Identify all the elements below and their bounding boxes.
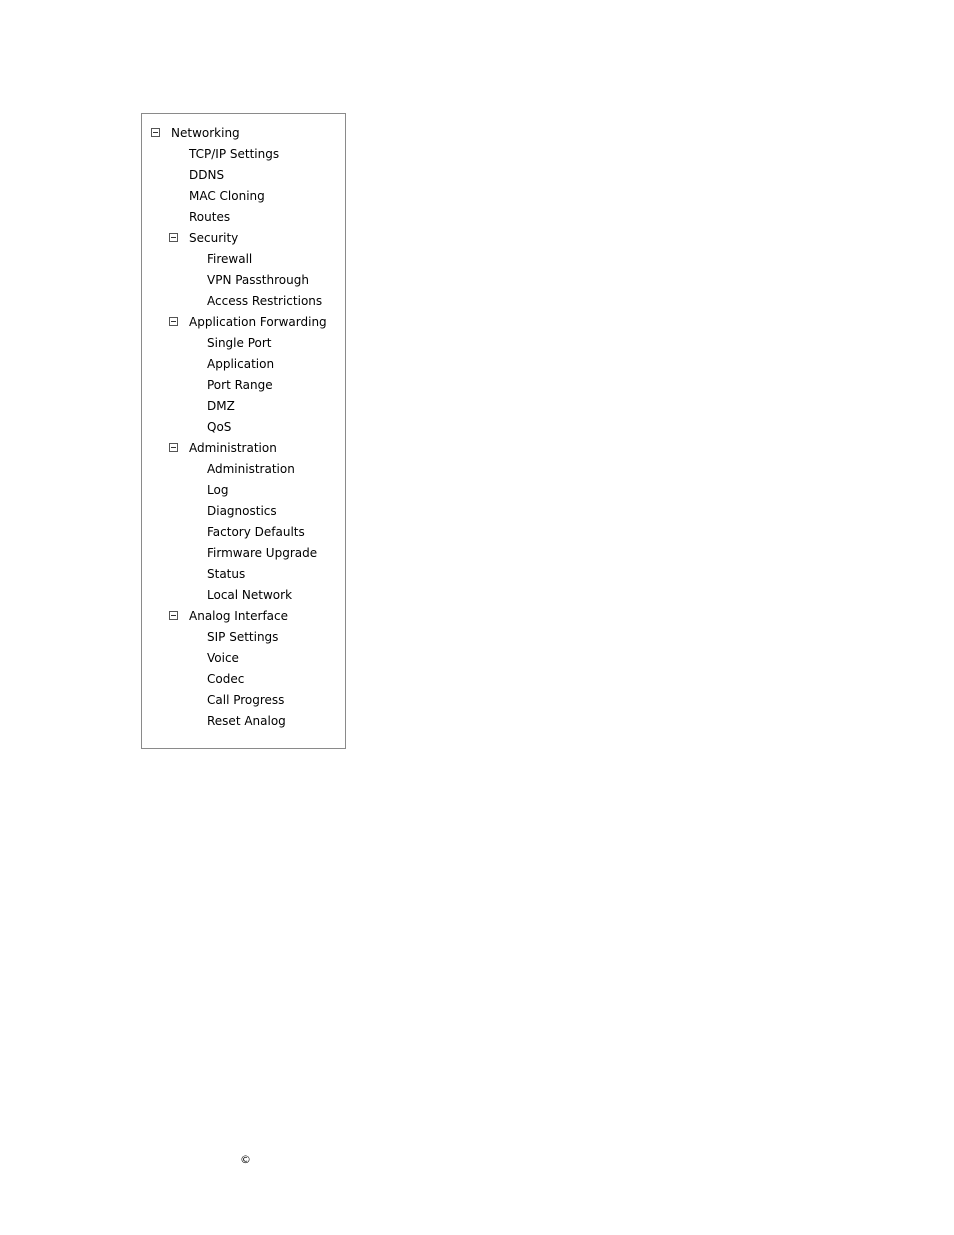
tree-node-label: Analog Interface (189, 609, 288, 623)
tree-item-label: Single Port (207, 336, 272, 350)
tree-item-label: TCP/IP Settings (189, 147, 280, 161)
tree-item-label: DDNS (189, 168, 225, 182)
tree-item-label: Port Range (207, 378, 273, 392)
tree-item-label: Access Restrictions (207, 294, 323, 308)
tree-item-label: Reset Analog (207, 714, 286, 728)
tree-item-label: Log (207, 483, 229, 497)
copyright-symbol: © (240, 1153, 251, 1166)
tree-item-label: Diagnostics (207, 504, 277, 518)
tree-item-label: Application (207, 357, 275, 371)
tree-item-label: DMZ (207, 399, 235, 413)
tree-item-label: VPN Passthrough (207, 273, 309, 287)
tree-item-label: Status (207, 567, 246, 581)
collapse-minus-icon[interactable] (169, 233, 178, 242)
tree-item-label: Routes (189, 210, 231, 224)
collapse-minus-icon[interactable] (169, 611, 178, 620)
tree-item-label: Administration (207, 462, 295, 476)
tree-item-label: Call Progress (207, 693, 285, 707)
tree-item-label: SIP Settings (207, 630, 279, 644)
collapse-minus-icon[interactable] (169, 317, 178, 326)
collapse-minus-icon[interactable] (151, 128, 160, 137)
tree-node-label: Networking (171, 126, 240, 140)
tree-item-label: QoS (207, 420, 232, 434)
tree-node-label: Administration (189, 441, 277, 455)
tree-item-label: Voice (207, 651, 239, 665)
tree-item-label: Firewall (207, 252, 253, 266)
tree-item-label: Factory Defaults (207, 525, 305, 539)
tree-item-label: Firmware Upgrade (207, 546, 318, 560)
collapse-minus-icon[interactable] (169, 443, 178, 452)
tree-node-label: Security (189, 231, 239, 245)
tree-item-label: MAC Cloning (189, 189, 265, 203)
tree-item-label: Codec (207, 672, 245, 686)
navigation-tree-panel (141, 113, 346, 749)
tree-item-label: Local Network (207, 588, 293, 602)
tree-node-label: Application Forwarding (189, 315, 327, 329)
